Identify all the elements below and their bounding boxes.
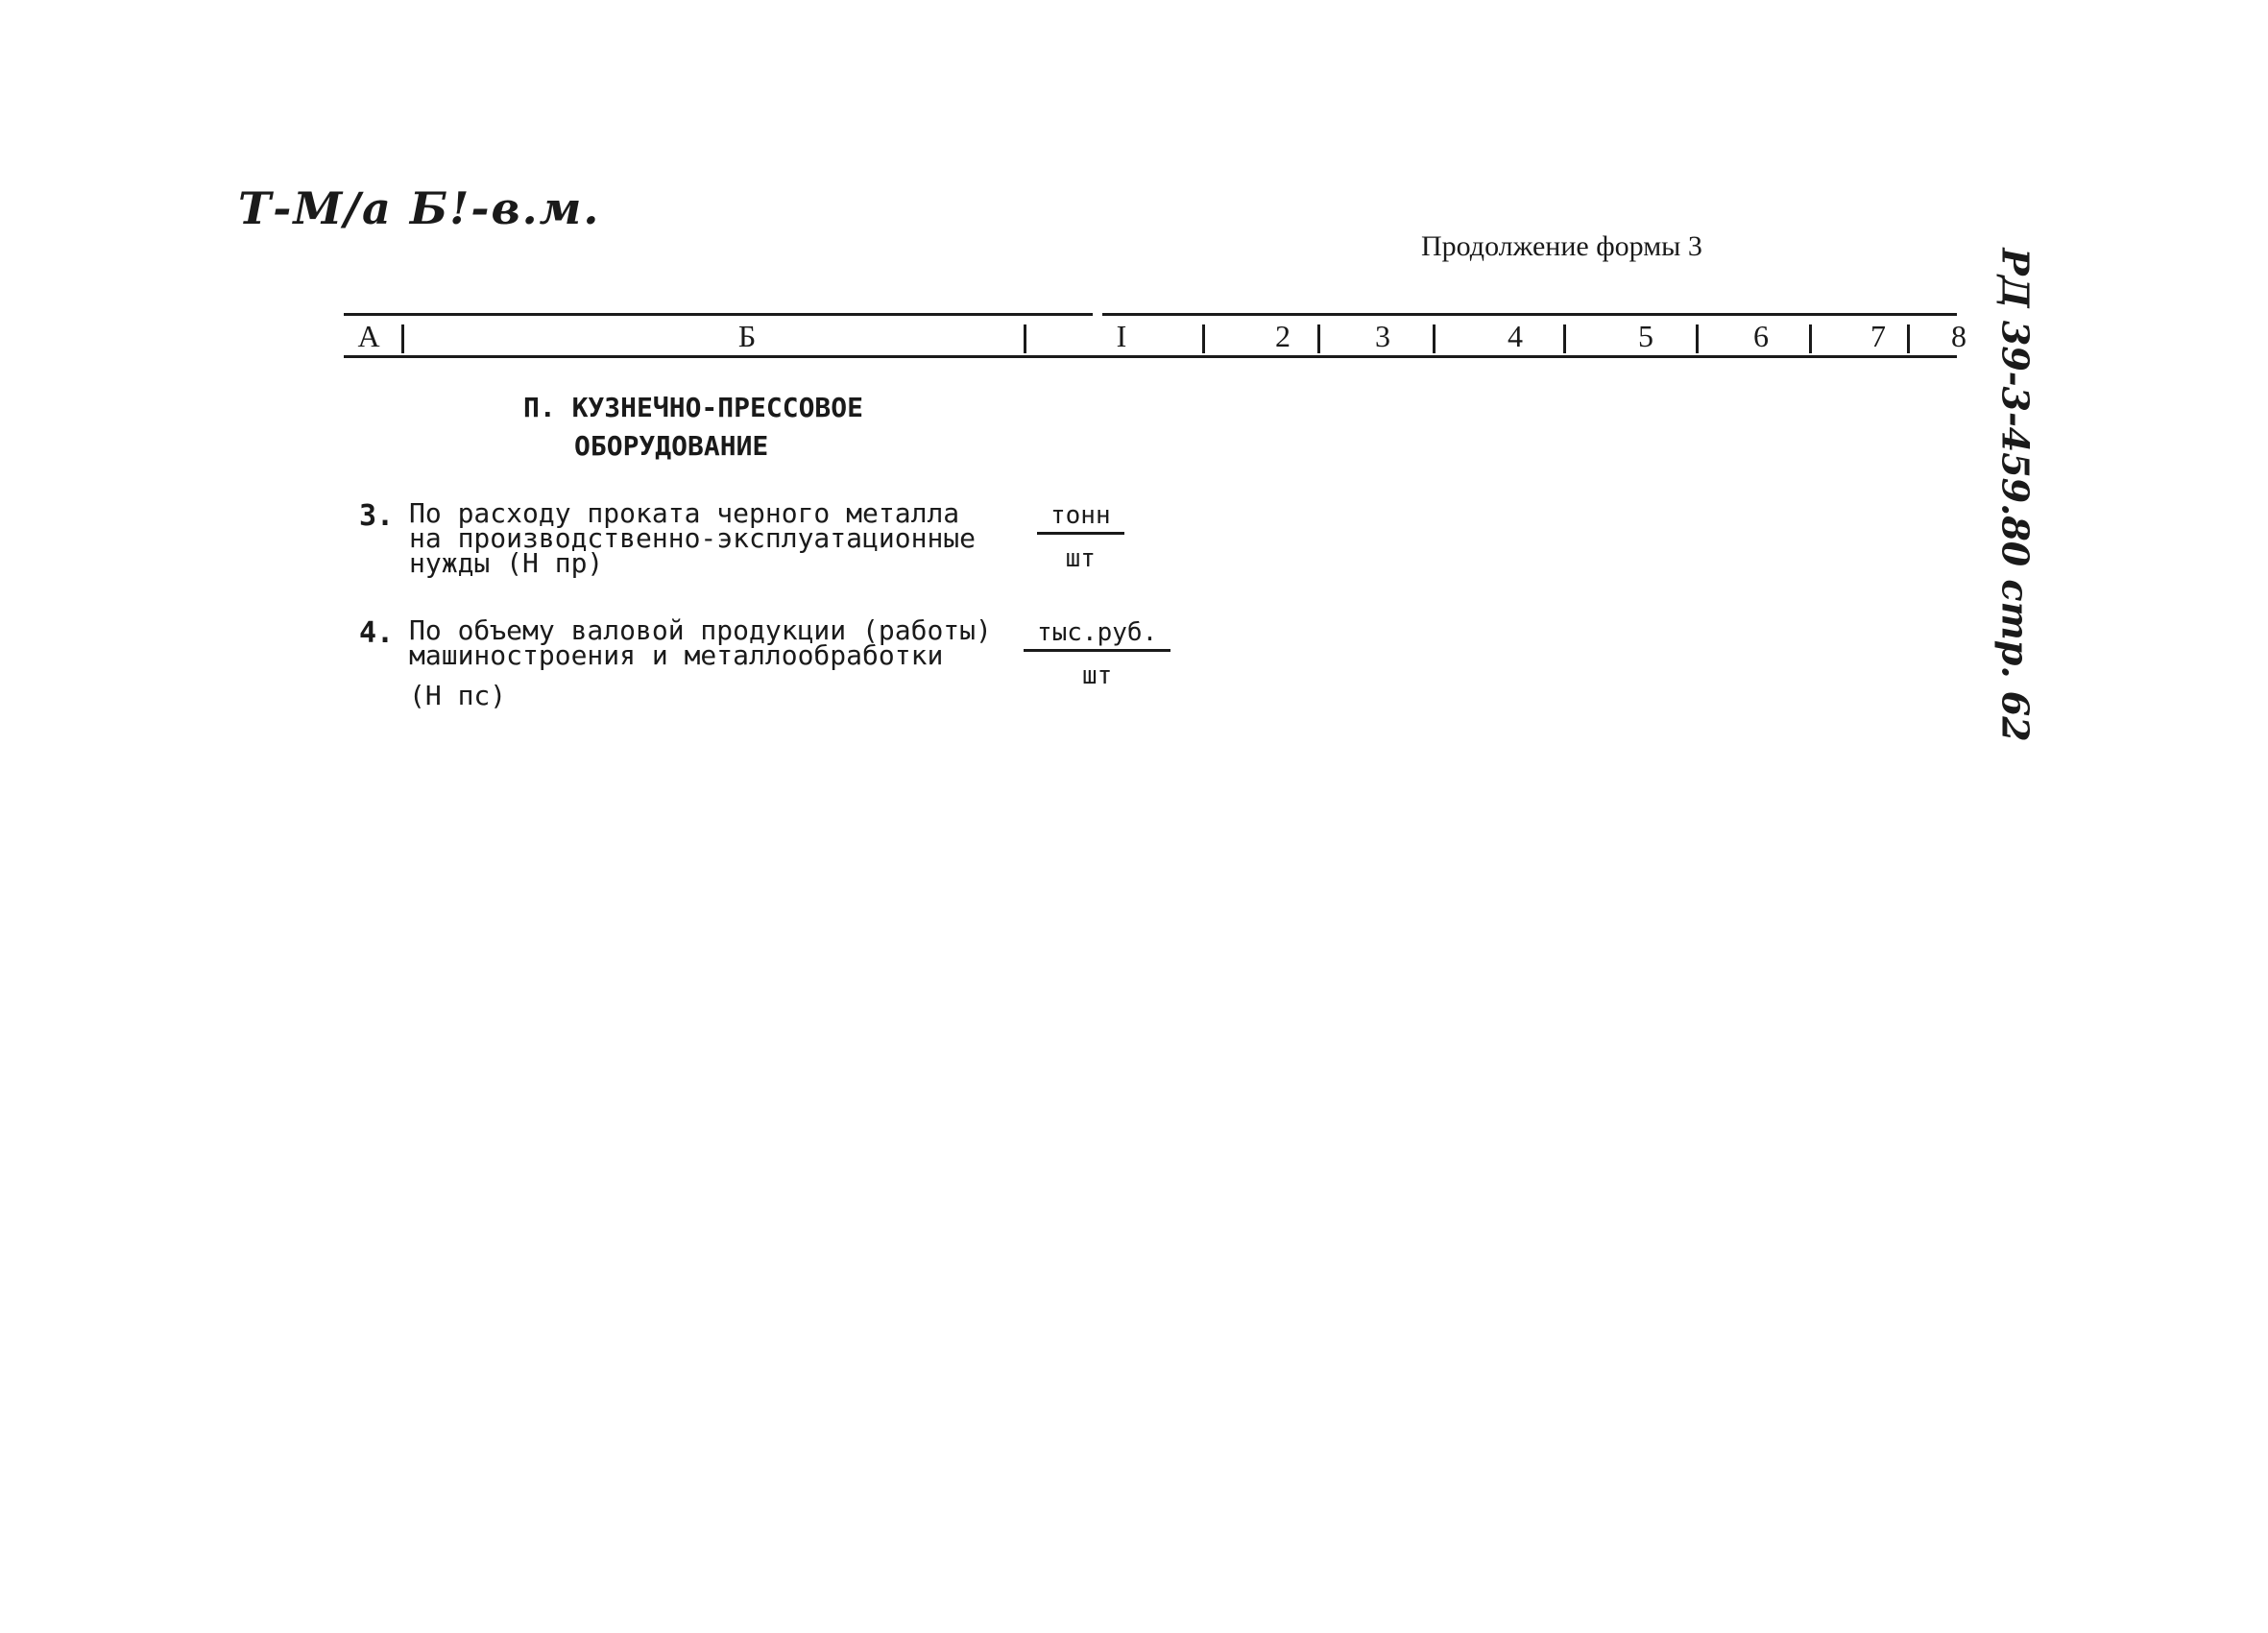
column-separator [1563, 324, 1566, 353]
column-separator [1024, 324, 1026, 353]
document-code-stamp [1993, 247, 2038, 742]
handwritten-note: Т-М/а Б!-в.м. [238, 182, 601, 234]
item-text-line: По объему валовой продукции (работы) [409, 614, 992, 646]
column-header-5: 5 [1638, 319, 1653, 353]
column-header-3: 3 [1375, 319, 1390, 353]
column-separator [1696, 324, 1699, 353]
header-rule-bottom [344, 355, 1957, 358]
unit-denominator: шт [1081, 661, 1113, 690]
column-separator [401, 324, 404, 353]
section-heading-line1: П. КУЗНЕЧНО-ПРЕССОВОЕ [523, 392, 864, 423]
item-text-line: (Н пс) [409, 680, 507, 711]
column-header-8: 8 [1951, 319, 1966, 353]
document-code-text: РД 39-3-459.80 стр. 62 [1993, 247, 2038, 742]
column-separator [1907, 324, 1910, 353]
unit-fraction [1024, 618, 1170, 690]
item-number: 3. [359, 499, 395, 533]
column-separator [1809, 324, 1812, 353]
item-text-line: на производственно-эксплуатационные [409, 522, 977, 554]
column-header-6: 6 [1753, 319, 1769, 353]
item-text-line: нужды (Н пр) [409, 547, 604, 579]
column-header-b: Б [737, 319, 757, 353]
unit-numerator: тыс.руб. [1024, 618, 1170, 652]
form-continuation-caption: Продолжение формы 3 [1421, 230, 1702, 262]
column-separator [1202, 324, 1205, 353]
header-rule-top-right [1102, 313, 1957, 316]
unit-fraction [1037, 501, 1124, 573]
column-separator [1317, 324, 1320, 353]
unit-denominator: шт [1065, 544, 1096, 573]
column-header-1: I [1116, 319, 1127, 353]
column-header-a: А [357, 319, 380, 353]
section-heading-line2: ОБОРУДОВАНИЕ [574, 430, 769, 462]
column-separator [1433, 324, 1436, 353]
column-header-2: 2 [1275, 319, 1291, 353]
header-rule-top-left [344, 313, 1093, 316]
item-number: 4. [359, 616, 395, 650]
unit-numerator: тонн [1037, 501, 1124, 535]
column-header-7: 7 [1870, 319, 1886, 353]
item-text-line: По расходу проката черного металла [409, 497, 960, 529]
column-header-4: 4 [1508, 319, 1523, 353]
item-text-line: машиностроения и металлообработки [409, 639, 944, 671]
